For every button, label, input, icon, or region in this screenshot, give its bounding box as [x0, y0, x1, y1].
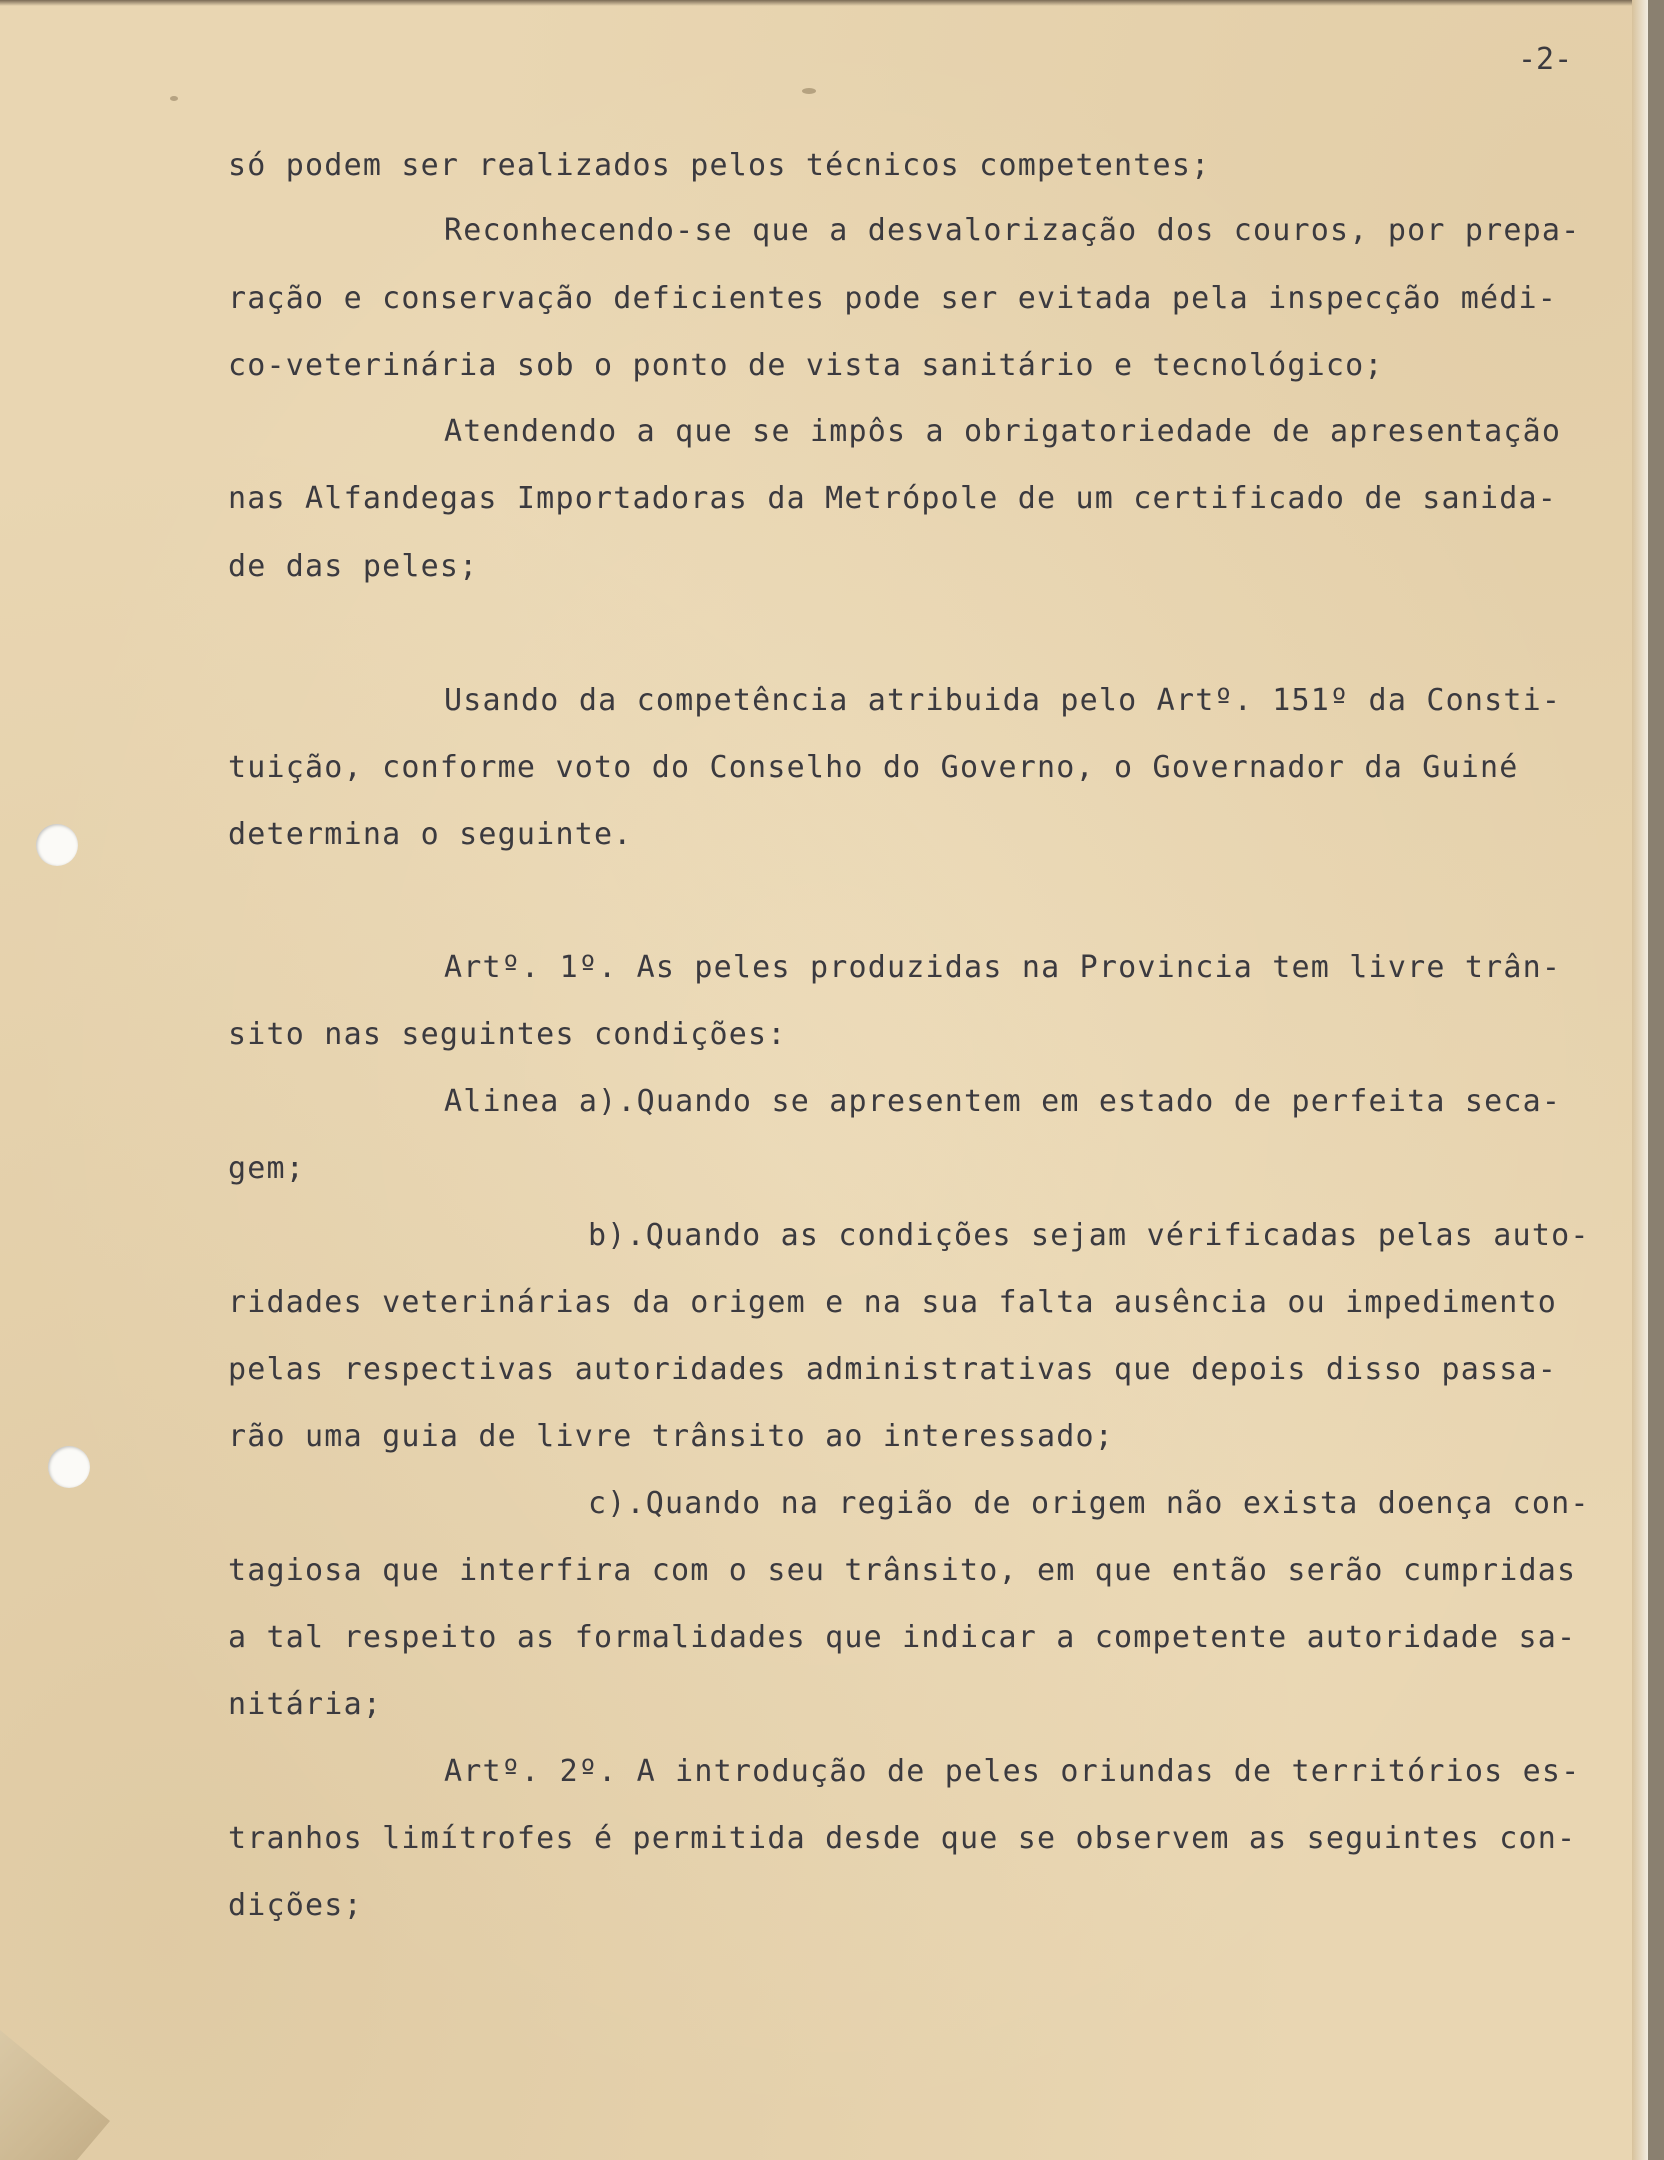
text-line: dições; — [228, 1888, 363, 1923]
text-line: determina o seguinte. — [228, 817, 633, 852]
text-line: tagiosa que interfira com o seu trânsito, em que então serão cumpridas — [228, 1553, 1577, 1588]
text-line: pelas respectivas autoridades administrativas que depois disso passa- — [228, 1352, 1558, 1387]
text-line: tuição, conforme voto do Conselho do Governo, o Governador da Guiné — [228, 750, 1519, 785]
text-line: tranhos limítrofes é permitida desde que se observem as seguintes con- — [228, 1821, 1577, 1856]
text-line: Artº. 1º. As peles produzidas na Provincia tem livre trân- — [444, 950, 1562, 985]
text-line: Reconhecendo-se que a desvalorização dos couros, por prepa- — [444, 213, 1581, 248]
text-line: sito nas seguintes condições: — [228, 1017, 787, 1052]
page-number: -2- — [1518, 42, 1573, 77]
text-line: nas Alfandegas Importadoras da Metrópole de um certificado de sanida- — [228, 481, 1558, 516]
text-line: só podem ser realizados pelos técnicos competentes; — [228, 148, 1211, 183]
text-line: Usando da competência atribuida pelo Artº. 151º da Consti- — [444, 683, 1562, 718]
text-line: Atendendo a que se impôs a obrigatoriedade de apresentação — [444, 414, 1562, 449]
text-line: gem; — [228, 1151, 306, 1186]
text-line: Artº. 2º. A introdução de peles oriundas de territórios es- — [444, 1754, 1581, 1789]
text-line: rão uma guia de livre trânsito ao interessado; — [228, 1419, 1115, 1454]
text-line: de das peles; — [228, 549, 479, 584]
text-line: Alinea a).Quando se apresentem em estado de perfeita seca- — [444, 1084, 1562, 1119]
text-line: ração e conservação deficientes pode ser evitada pela inspecção médi- — [228, 281, 1558, 316]
text-line: b).Quando as condições sejam vérificadas pelas auto- — [588, 1218, 1590, 1253]
text-line: co-veterinária sob o ponto de vista sanitário e tecnológico; — [228, 348, 1384, 383]
text-line: c).Quando na região de origem não exista doença con- — [588, 1486, 1590, 1521]
text-line: a tal respeito as formalidades que indicar a competente autoridade sa- — [228, 1620, 1577, 1655]
text-line: ridades veterinárias da origem e na sua falta ausência ou impedimento — [228, 1285, 1558, 1320]
text-line: nitária; — [228, 1687, 383, 1722]
